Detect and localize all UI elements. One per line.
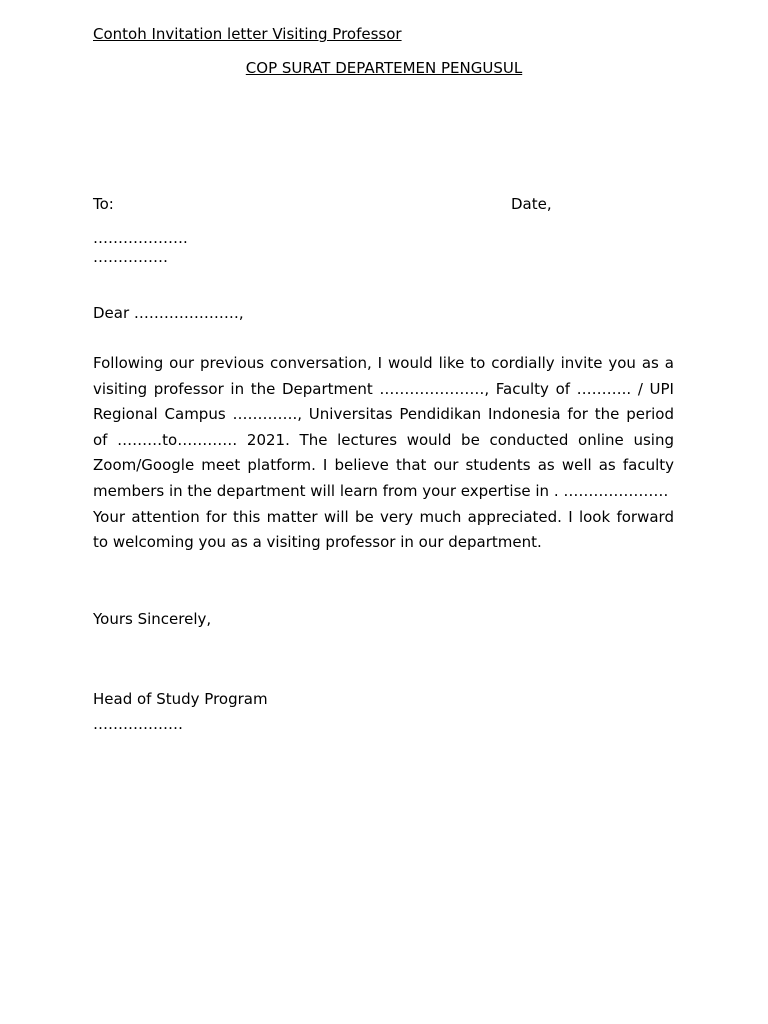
letter-body xyxy=(93,351,674,556)
body-paragraph: Following our previous conversation, I would like to cordially invite you as a visiting professor in the Department …………………, Faculty of ……….. / UPI Regional Campus …………., Universitas Pendidikan Indonesia for the period of ………to………… 2021. The lectures would be conducted online using Zoom/Google meet platform. I believe that our students as well as faculty members in the department will learn from your expertise in . ………………… xyxy=(93,354,674,500)
recipient-block xyxy=(93,229,188,267)
date-label: Date, xyxy=(511,195,552,213)
document-title: Contoh Invitation letter Visiting Professor xyxy=(93,25,402,43)
letterhead xyxy=(0,59,768,77)
closing: Yours Sincerely, xyxy=(93,610,212,628)
recipient-line: …………… xyxy=(93,248,168,266)
body-paragraph: Your attention for this matter will be very much appreciated. I look forward to welcoming you as a visiting professor in our department. xyxy=(93,507,674,552)
recipient-line: ………………. xyxy=(93,229,188,247)
signatory-block xyxy=(93,687,268,737)
signatory-name: ……………… xyxy=(93,715,183,733)
signatory-title: Head of Study Program xyxy=(93,690,268,708)
salutation: Dear …………………, xyxy=(93,304,244,322)
to-label: To: xyxy=(93,195,114,213)
letterhead-text: COP SURAT DEPARTEMEN PENGUSUL xyxy=(245,59,523,77)
